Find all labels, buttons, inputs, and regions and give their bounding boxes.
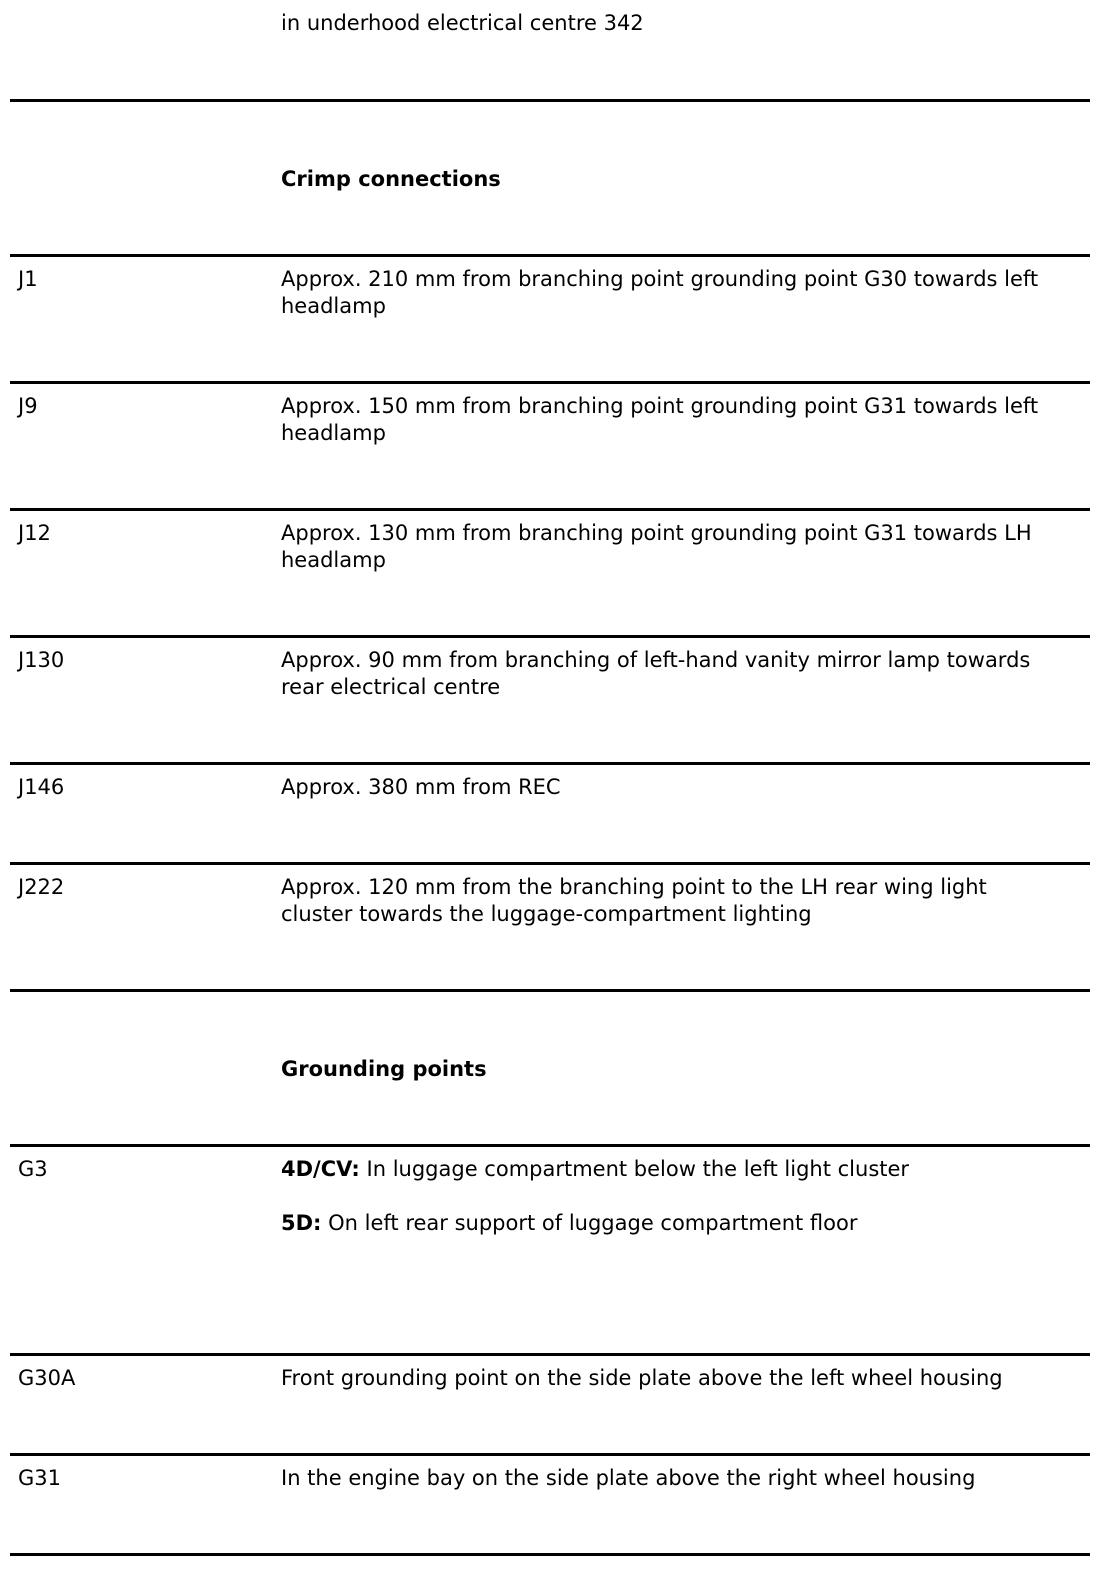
row-divider [10,254,1090,257]
row-divider [10,762,1090,765]
row-desc-j1-line2: headlamp [281,294,386,318]
variant-label-4d-cv: 4D/CV: [281,1157,360,1181]
variant-label-5d: 5D: [281,1211,322,1235]
row-desc-g3-entry2 [281,1210,1091,1237]
variant-text-5d: On left rear support of luggage compartment floor [321,1211,858,1235]
row-divider [10,1353,1090,1356]
row-id-j130: J130 [18,648,65,672]
row-id-j146: J146 [18,775,65,799]
row-desc-j12-line1: Approx. 130 mm from branching point grounding point G31 towards LH [281,521,1032,545]
row-id-j222: J222 [18,875,65,899]
row-desc-j130-line2: rear electrical centre [281,675,501,699]
crimp-connections-heading: Crimp connections [281,167,501,191]
row-divider [10,508,1090,511]
row-id-g30a: G30A [18,1366,76,1390]
row-id-j12: J12 [18,521,51,545]
row-desc-j12-line2: headlamp [281,548,386,572]
row-divider [10,1144,1090,1147]
row-divider [10,635,1090,638]
row-id-g3: G3 [18,1157,48,1181]
row-desc-j222-line1: Approx. 120 mm from the branching point to the LH rear wing light [281,875,987,899]
variant-text-4d-cv: In luggage compartment below the left light cluster [359,1157,910,1181]
row-desc-j1-line1: Approx. 210 mm from branching point grounding point G30 towards left [281,267,1039,291]
row-divider [10,862,1090,865]
row-desc-j130-line1: Approx. 90 mm from branching of left-hand vanity mirror lamp towards [281,648,1031,672]
row-divider [10,1453,1090,1456]
section-divider [10,99,1090,102]
row-id-g31: G31 [18,1466,61,1490]
row-divider [10,381,1090,384]
row-divider [10,1553,1090,1556]
row-desc-g31-line1: In the engine bay on the side plate above the right wheel housing [281,1466,976,1490]
row-id-j9: J9 [18,394,38,418]
row-desc-g3-entry1 [281,1156,1091,1183]
row-desc-g30a-line1: Front grounding point on the side plate above the left wheel housing [281,1366,1003,1390]
grounding-points-heading: Grounding points [281,1057,487,1081]
row-desc-j9-line2: headlamp [281,421,386,445]
row-id-j1: J1 [18,267,38,291]
row-desc-j9-line1: Approx. 150 mm from branching point grounding point G31 towards left [281,394,1039,418]
row-desc-j146-line1: Approx. 380 mm from REC [281,775,561,799]
section-divider [10,989,1090,992]
row-desc-j222-line2: cluster towards the luggage-compartment lighting [281,902,812,926]
intro-text: in underhood electrical centre 342 [281,11,644,35]
